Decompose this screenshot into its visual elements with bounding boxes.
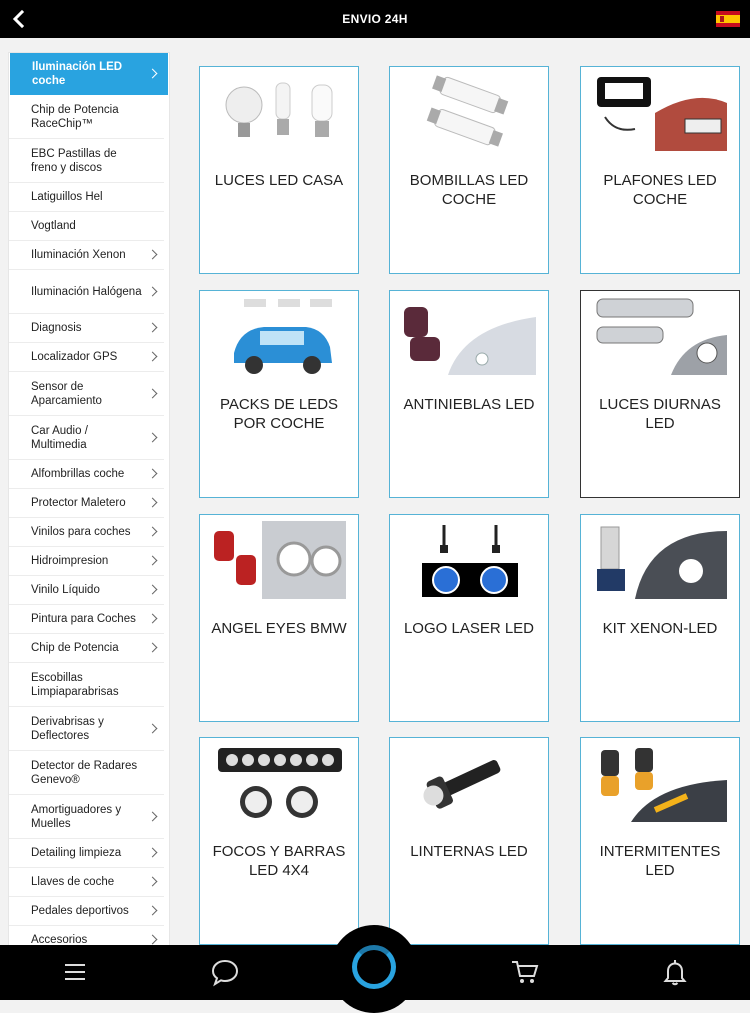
category-image [595, 521, 727, 599]
chevron-right-icon [148, 498, 158, 508]
sidebar-item[interactable] [9, 634, 164, 663]
chevron-right-icon [148, 811, 158, 821]
category-label: INTERMITENTES LED [599, 843, 721, 879]
category-image [595, 744, 727, 822]
category-label: ANTINIEBLAS LED [403, 396, 535, 413]
sidebar-item-label: Localizador GPS [31, 351, 118, 363]
sidebar-item[interactable] [9, 897, 164, 926]
sidebar-item-label: Vinilo Líquido [31, 584, 100, 596]
sidebar-item-label: EBC Pastillas de freno y discos [31, 147, 117, 174]
sidebar-item[interactable] [9, 839, 164, 868]
page-title: ENVIO 24H [342, 12, 408, 26]
sidebar-item[interactable] [9, 751, 164, 795]
category-label: PACKS DE LEDS POR COCHE [219, 396, 339, 432]
category-tile[interactable] [389, 737, 549, 945]
category-tile[interactable] [580, 66, 740, 274]
category-label: FOCOS Y BARRAS LED 4X4 [212, 843, 346, 879]
category-image [214, 297, 346, 375]
sidebar-item-label: Detailing limpieza [31, 847, 122, 859]
chevron-right-icon [148, 69, 158, 79]
chevron-right-icon [148, 286, 158, 296]
sidebar-item-label: Iluminación Halógena [31, 285, 142, 298]
chevron-right-icon [148, 877, 158, 887]
category-label: LUCES LED CASA [214, 172, 344, 189]
sidebar-item[interactable] [9, 926, 164, 945]
sidebar-item[interactable] [9, 460, 164, 489]
top-bar [0, 0, 750, 38]
bell-icon[interactable] [660, 957, 690, 987]
category-tile[interactable] [389, 66, 549, 274]
sidebar-item-label: Diagnosis [31, 322, 82, 334]
chevron-right-icon [148, 250, 158, 260]
sidebar-item-label: Chip de Potencia [31, 642, 119, 654]
category-label: LUCES DIURNAS LED [599, 396, 721, 432]
sidebar-item-label: Amortiguadores y Muelles [31, 803, 122, 830]
sidebar-item[interactable] [9, 663, 164, 707]
chevron-right-icon [148, 527, 158, 537]
sidebar-item-label: Detector de Radares Genevo® [31, 759, 138, 786]
sidebar-item[interactable] [9, 547, 164, 576]
category-tile[interactable] [199, 737, 359, 945]
sidebar-item[interactable] [9, 518, 164, 547]
sidebar-item-label: Derivabrisas y Deflectores [31, 715, 104, 742]
sidebar-item[interactable] [9, 489, 164, 518]
category-image [214, 744, 346, 822]
chevron-right-icon [148, 643, 158, 653]
chevron-right-icon [148, 614, 158, 624]
sidebar-item-label: Iluminación Xenon [31, 249, 126, 261]
category-image [404, 297, 536, 375]
sidebar-item[interactable] [9, 707, 164, 751]
chevron-right-icon [148, 723, 158, 733]
sidebar-item[interactable] [9, 343, 164, 372]
sidebar-list [9, 53, 169, 945]
category-tile[interactable] [580, 290, 740, 498]
cart-icon[interactable] [510, 957, 540, 987]
sidebar-item-label: Protector Maletero [31, 497, 126, 509]
sidebar-item[interactable] [9, 139, 164, 183]
sidebar-item-label: Car Audio / Multimedia [31, 424, 88, 451]
sidebar-item-label: Llaves de coche [31, 876, 115, 888]
sidebar-item[interactable] [9, 241, 164, 270]
category-image [404, 521, 536, 599]
category-image [595, 297, 727, 375]
sidebar-item[interactable] [9, 605, 164, 634]
category-sidebar [9, 53, 169, 945]
sidebar-item-label: Alfombrillas coche [31, 468, 125, 480]
sidebar-item[interactable] [9, 95, 164, 139]
sidebar-item[interactable] [9, 416, 164, 460]
sidebar-item[interactable] [9, 183, 164, 212]
category-label: ANGEL EYES BMW [211, 620, 347, 637]
category-tile[interactable] [199, 290, 359, 498]
category-label: LOGO LASER LED [403, 620, 535, 637]
chevron-right-icon [148, 432, 158, 442]
category-tile[interactable] [389, 514, 549, 722]
sidebar-item-label: Vinilos para coches [31, 526, 131, 538]
sidebar-item-label: Pintura para Coches [31, 613, 136, 625]
sidebar-item-label: Hidroimpresion [31, 555, 109, 567]
sidebar-item-label: Latiguillos Hel [31, 191, 103, 203]
sidebar-item[interactable] [10, 53, 168, 95]
sidebar-item-label: Accesorios [31, 934, 88, 945]
chat-icon[interactable] [210, 957, 240, 987]
chevron-right-icon [148, 585, 158, 595]
sidebar-item[interactable] [9, 270, 164, 314]
sidebar-item[interactable] [9, 212, 164, 241]
sidebar-item[interactable] [9, 314, 164, 343]
sidebar-item-label: Iluminación LED coche [32, 61, 123, 87]
category-image [404, 744, 536, 822]
category-tile[interactable] [389, 290, 549, 498]
sidebar-item-label: Sensor de Aparcamiento [31, 380, 102, 407]
category-image [595, 73, 727, 151]
category-label: LINTERNAS LED [410, 843, 528, 860]
chevron-right-icon [148, 935, 158, 945]
sidebar-item[interactable] [9, 795, 164, 839]
sidebar-item-label: Escobillas Limpiaparabrisas [31, 671, 119, 698]
category-grid [199, 66, 741, 946]
category-label: BOMBILLAS LED COCHE [409, 172, 529, 208]
sidebar-item-label: Pedales deportivos [31, 905, 129, 917]
sidebar-item[interactable] [9, 576, 164, 605]
category-tile[interactable] [199, 66, 359, 274]
sidebar-item-label: Vogtland [31, 220, 76, 232]
category-image [214, 73, 346, 151]
home-ring-icon [352, 945, 396, 989]
chevron-right-icon [148, 906, 158, 916]
category-tile[interactable] [199, 514, 359, 722]
chevron-right-icon [148, 388, 158, 398]
spain-flag-icon[interactable] [716, 11, 740, 27]
category-image [214, 521, 346, 599]
category-label: PLAFONES LED COCHE [603, 172, 717, 208]
chevron-right-icon [148, 556, 158, 566]
category-image [404, 73, 536, 151]
category-label: KIT XENON-LED [602, 620, 718, 637]
chevron-right-icon [148, 848, 158, 858]
chevron-right-icon [148, 469, 158, 479]
chevron-right-icon [148, 352, 158, 362]
sidebar-item-label: Chip de Potencia RaceChip™ [31, 103, 119, 130]
category-tile[interactable] [580, 514, 740, 722]
chevron-right-icon [148, 323, 158, 333]
category-tile[interactable] [580, 737, 740, 945]
sidebar-item[interactable] [9, 372, 164, 416]
sidebar-item[interactable] [9, 868, 164, 897]
menu-icon[interactable] [60, 957, 90, 987]
